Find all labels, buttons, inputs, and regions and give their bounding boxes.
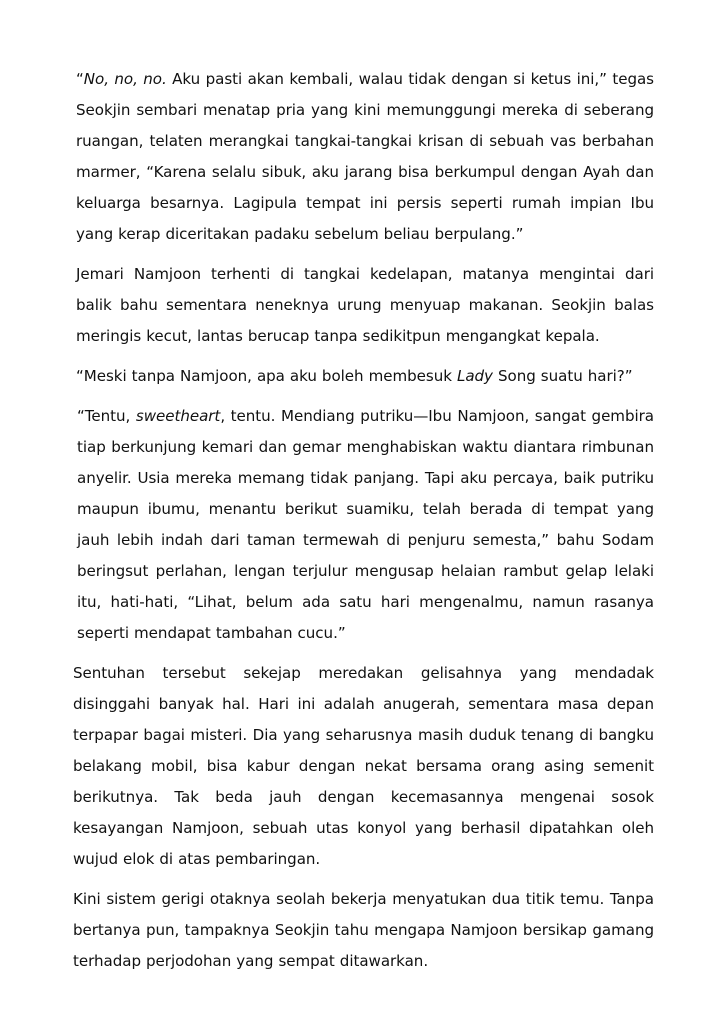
text-run: Jemari Namjoon terhenti di tangkai kedelapan, matanya mengintai dari balik bahu sementara neneknya urung menyuap makanan. Seokjin balas meringis kecut, lantas berucap tanpa sedikitpun mengangkat kepala. — [76, 265, 654, 345]
text-run: “Meski tanpa Namjoon, apa aku boleh membesuk — [76, 367, 457, 385]
paragraph-1 — [76, 64, 654, 250]
paragraph-5 — [73, 658, 654, 875]
text-run: Song suatu hari?” — [492, 367, 633, 385]
text-run: , tentu. Mendiang putriku—Ibu Namjoon, sangat gembira tiap berkunjung kemari dan gemar menghabiskan waktu diantara rimbunan anyelir. Usia mereka memang tidak panjang. Tapi aku percaya, baik putriku maupun ibumu, menantu berikut suamiku, telah berada di tempat yang jauh lebih indah dari taman termewah di penjuru semesta,” bahu Sodam beringsut perlahan, lengan terjulur mengusap helaian rambut gelap lelaki itu, hati-hati, “Lihat, belum ada satu hari mengenalmu, namun rasanya seperti mendapat tambahan cucu.” — [77, 407, 654, 642]
paragraph-3 — [76, 361, 654, 392]
text-run: “Tentu, — [77, 407, 136, 425]
paragraph-2 — [76, 259, 654, 352]
text-run: Kini sistem gerigi otaknya seolah bekerja menyatukan dua titik temu. Tanpa bertanya pun, tampaknya Seokjin tahu mengapa Namjoon bersikap gamang terhadap perjodohan yang sempat ditawarkan. — [73, 890, 654, 970]
text-run: Sentuhan tersebut sekejap meredakan gelisahnya yang mendadak disinggahi banyak hal. Hari ini adalah anugerah, sementara masa depan terpapar bagai misteri. Dia yang seharusnya masih duduk tenang di bangku belakang mobil, bisa kabur dengan nekat bersama orang asing semenit berikutnya. Tak beda jauh dengan kecemasannya mengenai sosok kesayangan Namjoon, sebuah utas konyol yang berhasil dipatahkan oleh wujud elok di atas pembaringan. — [73, 664, 654, 868]
text-run: “ — [76, 70, 84, 88]
italic-text-run: No, no, no. — [83, 70, 167, 88]
paragraph-6 — [73, 884, 654, 977]
paragraph-4 — [77, 401, 654, 649]
italic-text-run: Lady — [456, 367, 493, 385]
italic-text-run: sweetheart — [135, 407, 221, 425]
text-run: Aku pasti akan kembali, walau tidak dengan si ketus ini,” tegas Seokjin sembari menatap pria yang kini memunggungi mereka di seberang ruangan, telaten merangkai tangkai-tangkai krisan di sebuah vas berbahan marmer, “Karena selalu sibuk, aku jarang bisa berkumpul dengan Ayah dan keluarga besarnya. Lagipula tempat ini persis seperti rumah impian Ibu yang kerap diceritakan padaku sebelum beliau berpulang.” — [76, 70, 655, 243]
